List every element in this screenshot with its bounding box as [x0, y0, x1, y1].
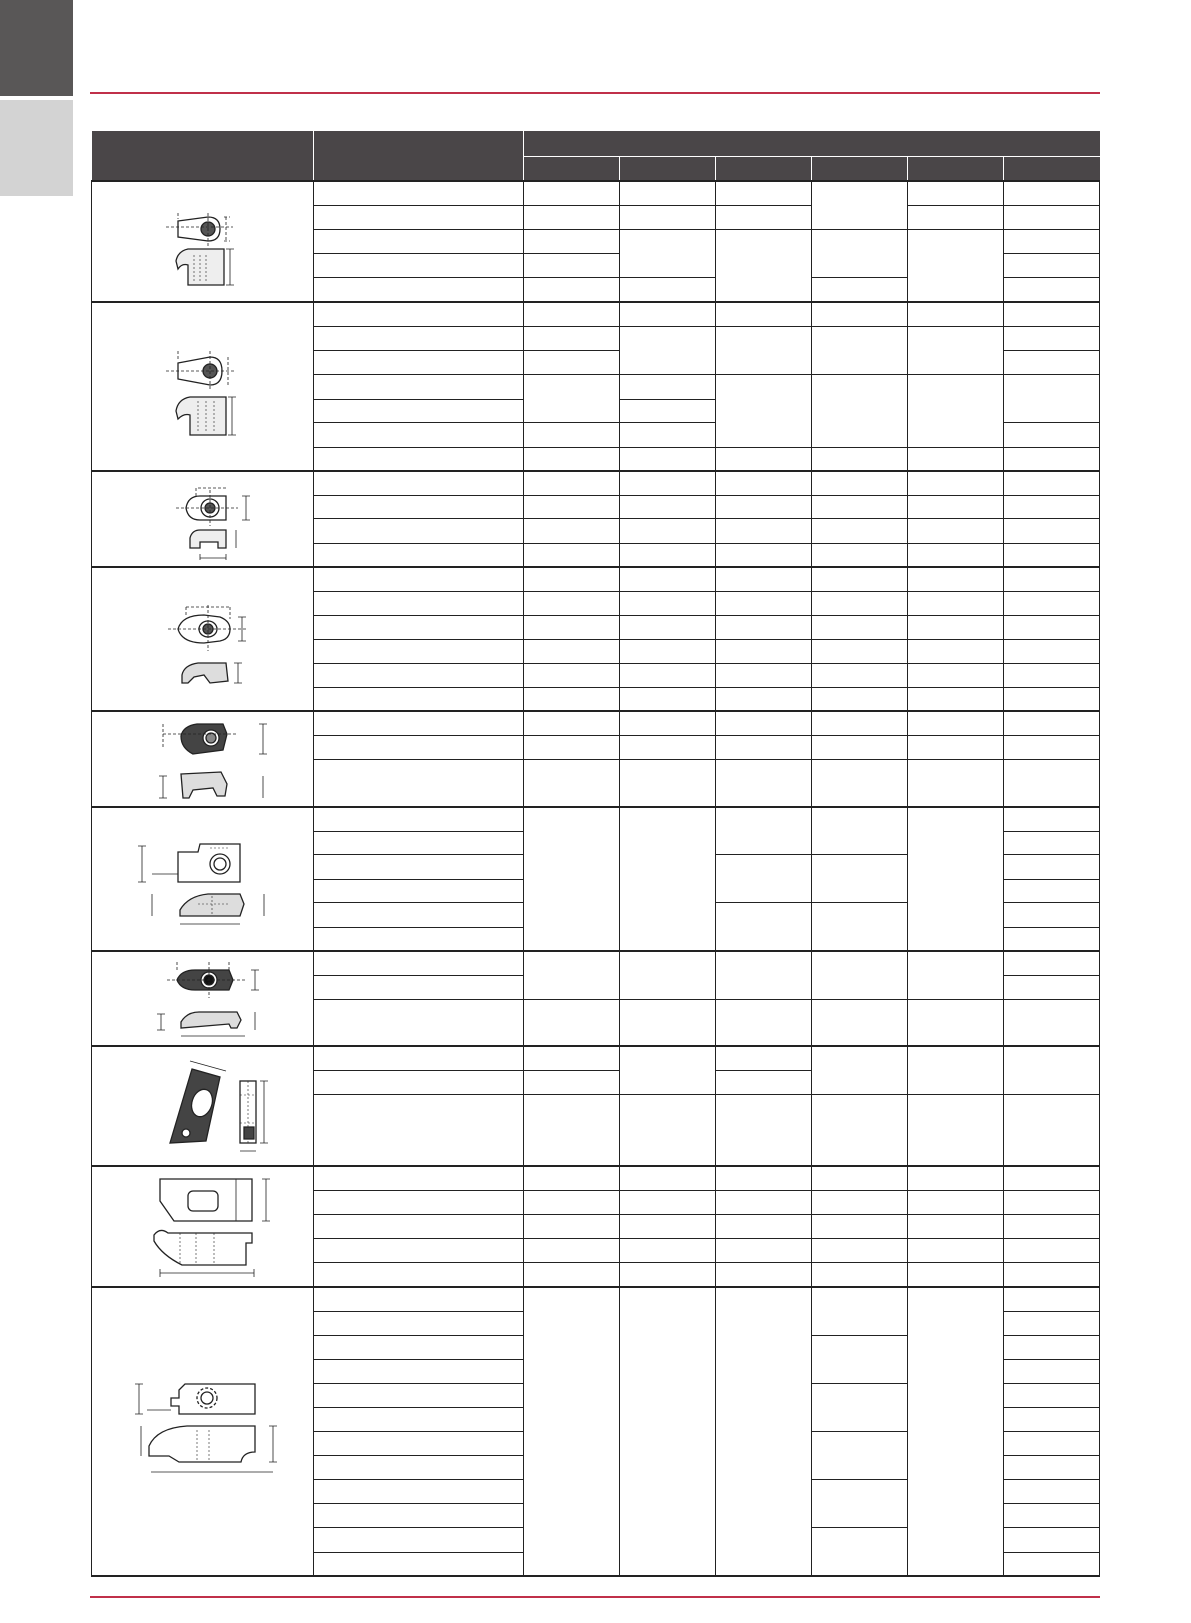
table-row — [92, 471, 1100, 496]
table-row — [92, 1046, 1100, 1071]
bottom-accent-rule — [90, 1596, 1100, 1598]
clamp-drawing-6-icon — [128, 824, 278, 934]
drawing-cell — [92, 1046, 314, 1166]
header-sub-4 — [812, 156, 908, 181]
section-tab-light — [0, 100, 73, 196]
clamp-drawing-4-icon — [138, 579, 268, 699]
header-sub-2 — [620, 156, 716, 181]
header-sub-6 — [1004, 156, 1100, 181]
header-drawing — [92, 131, 314, 181]
table-row — [92, 1287, 1100, 1312]
section-tab-dark — [0, 0, 73, 96]
table-row — [92, 951, 1100, 976]
clamp-drawing-5-icon — [133, 714, 273, 804]
clamp-drawing-2-icon — [138, 331, 268, 441]
table-row — [92, 1166, 1100, 1191]
top-accent-rule — [90, 92, 1100, 94]
clamp-spec-table-wrapper — [91, 131, 1099, 1577]
header-sub-5 — [908, 156, 1004, 181]
clamp-drawing-8-icon — [128, 1051, 278, 1161]
clamp-spec-table — [91, 131, 1100, 1577]
clamp-drawing-1-icon — [138, 191, 268, 291]
header-sub-1 — [524, 156, 620, 181]
drawing-cell — [92, 951, 314, 1046]
drawing-cell — [92, 1166, 314, 1287]
header-dimensions-span — [524, 131, 1100, 156]
clamp-drawing-7-icon — [133, 956, 273, 1042]
drawing-cell — [92, 567, 314, 711]
drawing-cell — [92, 181, 314, 302]
drawing-cell — [92, 807, 314, 951]
clamp-drawing-3-icon — [138, 476, 268, 562]
header-part-number — [314, 131, 524, 181]
table-row — [92, 567, 1100, 592]
drawing-cell — [92, 302, 314, 471]
drawing-cell — [92, 711, 314, 806]
drawing-cell — [92, 1287, 314, 1576]
table-row — [92, 711, 1100, 736]
table-row — [92, 302, 1100, 327]
table-row — [92, 181, 1100, 206]
header-sub-3 — [716, 156, 812, 181]
clamp-drawing-9-icon — [128, 1171, 278, 1281]
table-row — [92, 807, 1100, 832]
clamp-drawing-10-icon — [123, 1376, 283, 1486]
drawing-cell — [92, 471, 314, 567]
